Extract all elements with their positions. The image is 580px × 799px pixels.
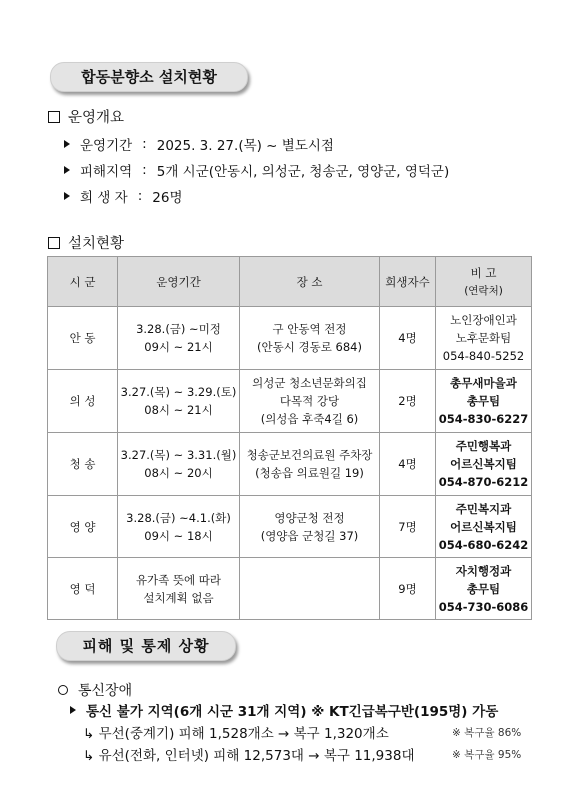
cell-period bbox=[118, 370, 240, 433]
install-heading-text: 설치현황 bbox=[68, 236, 125, 252]
telecom-heading-text: 통신장애 bbox=[78, 683, 133, 699]
col-county: 시 군 bbox=[48, 257, 118, 307]
period-hours: 08시 ~ 21시 bbox=[144, 403, 213, 417]
cell-note bbox=[436, 433, 532, 496]
table-row bbox=[48, 370, 532, 433]
note-phone: 054-680-6242 bbox=[438, 537, 529, 552]
period-dates: 유가족 뜻에 따라 bbox=[135, 572, 222, 587]
cell-victims: 4명 bbox=[380, 433, 436, 496]
place-line: 의성군 청소년문화의집 bbox=[252, 376, 367, 390]
triangle-bullet-icon bbox=[64, 192, 70, 200]
cell-period bbox=[118, 433, 240, 496]
col-place: 장 소 bbox=[240, 257, 380, 307]
cell-county: 안 동 bbox=[48, 307, 118, 370]
cell-note bbox=[436, 496, 532, 558]
section-title-damage: 피해 및 통제 상황 bbox=[56, 631, 236, 661]
telecom-wired: ↳ 유선(전화, 인터넷) 피해 12,573대 → 복구 11,938대 bbox=[83, 748, 415, 764]
overview-item-victims bbox=[64, 186, 183, 206]
cell-victims: 4명 bbox=[380, 307, 436, 370]
cell-county: 의 성 bbox=[48, 370, 118, 433]
col-period: 운영기간 bbox=[118, 257, 240, 307]
note-dept: 주민복지과 bbox=[455, 501, 512, 516]
overview-heading-text: 운영개요 bbox=[68, 110, 125, 126]
note-dept: 주민행복과 bbox=[455, 439, 512, 453]
period-dates: 3.28.(금) ~4.1.(화) bbox=[126, 510, 231, 525]
place-line: 구 안동역 전정 bbox=[272, 322, 347, 336]
place-line: 다목적 강당 bbox=[279, 394, 340, 408]
triangle-bullet-icon bbox=[70, 706, 76, 714]
checkbox-square-icon bbox=[48, 111, 60, 123]
table-row bbox=[48, 433, 532, 496]
triangle-bullet-icon bbox=[64, 140, 70, 148]
colon: : bbox=[142, 136, 147, 152]
cell-place bbox=[240, 370, 380, 433]
col-note-sub: (연락처) bbox=[464, 284, 503, 297]
cell-county: 청 송 bbox=[48, 433, 118, 496]
note-phone: 054-830-6227 bbox=[438, 412, 529, 426]
overview-item-label: 피해지역 bbox=[80, 164, 133, 180]
note-team: 노후문화팀 bbox=[455, 331, 512, 345]
telecom-wired-rate: ※ 복구율 95% bbox=[452, 749, 522, 761]
col-victims: 희생자수 bbox=[380, 257, 436, 307]
cell-county: 영 덕 bbox=[48, 558, 118, 620]
cell-place bbox=[240, 307, 380, 370]
place-line: 영양군청 전정 bbox=[274, 510, 345, 525]
telecom-heading bbox=[58, 680, 132, 700]
cell-period bbox=[118, 558, 240, 620]
telecom-wireless: ↳ 무선(중계기) 피해 1,528개소 → 복구 1,320개소 bbox=[83, 726, 389, 742]
telecom-wireless-rate: ※ 복구율 86% bbox=[452, 727, 522, 739]
place-line: (안동시 경동로 684) bbox=[257, 340, 362, 354]
note-phone: 054-870-6212 bbox=[438, 475, 529, 489]
period-dates: 3.27.(목) ~ 3.31.(월) bbox=[120, 448, 237, 462]
cell-victims: 9명 bbox=[380, 558, 436, 620]
overview-item-value: 2025. 3. 27.(목) ~ 별도시점 bbox=[156, 138, 334, 154]
note-phone: 054-730-6086 bbox=[438, 599, 529, 614]
cell-county: 영 양 bbox=[48, 496, 118, 558]
cell-victims: 7명 bbox=[380, 496, 436, 558]
overview-heading bbox=[48, 106, 124, 127]
table-row bbox=[48, 558, 532, 620]
memorial-table bbox=[47, 256, 532, 620]
place-line: (의성읍 후죽4길 6) bbox=[260, 412, 359, 426]
overview-item-value: 26명 bbox=[152, 190, 183, 206]
note-team: 총무팀 bbox=[466, 581, 501, 596]
overview-item-area bbox=[64, 160, 449, 180]
place-line: 청송군보건의료원 주차장 bbox=[246, 448, 373, 462]
col-note-title: 비 고 bbox=[470, 265, 497, 280]
telecom-main-text: 통신 불가 지역(6개 시군 31개 지역) ※ KT긴급복구반(195명) 가동 bbox=[86, 704, 499, 720]
place-line: (영양읍 군청길 37) bbox=[260, 528, 359, 543]
period-hours: 08시 ~ 20시 bbox=[144, 466, 213, 480]
cell-note bbox=[436, 558, 532, 620]
overview-item-label: 희 생 자 bbox=[80, 190, 128, 206]
cell-period bbox=[118, 496, 240, 558]
cell-place bbox=[240, 558, 380, 620]
telecom-main bbox=[70, 700, 498, 720]
note-phone: 054-840-5252 bbox=[442, 349, 525, 363]
cell-place bbox=[240, 496, 380, 558]
section-title-memorial: 합동분향소 설치현황 bbox=[50, 62, 248, 92]
checkbox-square-icon bbox=[48, 237, 60, 249]
cell-place bbox=[240, 433, 380, 496]
overview-item-value: 5개 시군(안동시, 의성군, 청송군, 영양군, 영덕군) bbox=[156, 164, 450, 180]
note-team: 총무팀 bbox=[466, 394, 501, 408]
triangle-bullet-icon bbox=[64, 166, 70, 174]
note-team: 어르신복지팀 bbox=[450, 457, 517, 471]
col-note bbox=[436, 257, 532, 307]
table-row bbox=[48, 307, 532, 370]
period-dates: 3.28.(금) ~미정 bbox=[136, 322, 221, 336]
period-hours: 09시 ~ 21시 bbox=[144, 340, 213, 354]
period-dates: 3.27.(목) ~ 3.29.(토) bbox=[120, 385, 237, 399]
note-dept: 노인장애인과 bbox=[450, 313, 517, 327]
overview-item-label: 운영기간 bbox=[80, 138, 133, 154]
note-dept: 자치행정과 bbox=[455, 563, 512, 578]
note-team: 어르신복지팀 bbox=[450, 519, 517, 534]
cell-note bbox=[436, 370, 532, 433]
table-row bbox=[48, 496, 532, 558]
note-dept: 총무새마을과 bbox=[450, 376, 517, 390]
period-hours: 09시 ~ 18시 bbox=[144, 528, 213, 543]
overview-item-period bbox=[64, 134, 334, 154]
install-heading bbox=[48, 232, 124, 253]
cell-period bbox=[118, 307, 240, 370]
table-header-row bbox=[48, 257, 532, 307]
circle-bullet-icon bbox=[58, 685, 68, 695]
period-hours: 설치계획 없음 bbox=[143, 590, 214, 605]
cell-note bbox=[436, 307, 532, 370]
place-line: (청송읍 의료원길 19) bbox=[255, 466, 364, 480]
cell-victims: 2명 bbox=[380, 370, 436, 433]
colon: : bbox=[137, 188, 143, 204]
colon: : bbox=[142, 162, 147, 178]
